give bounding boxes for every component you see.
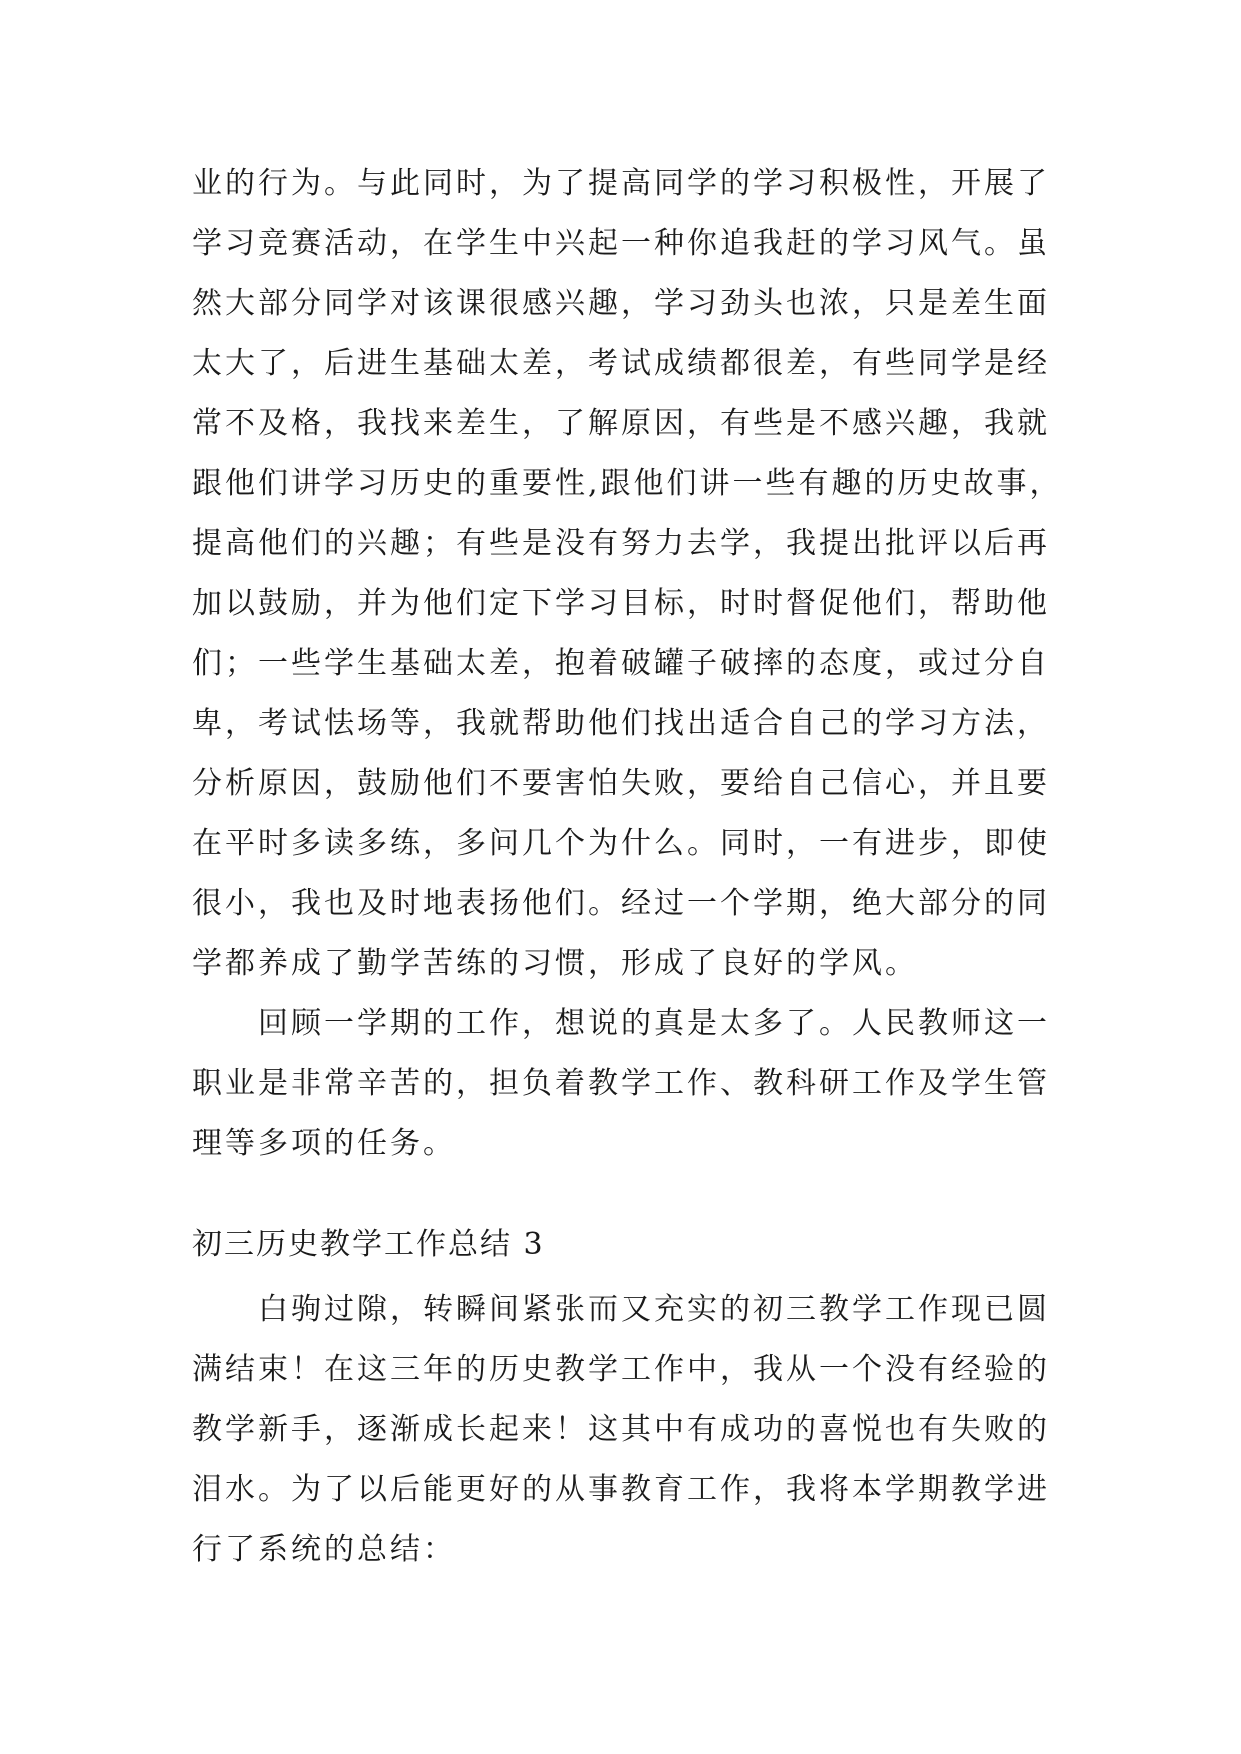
text-line: 分析原因，鼓励他们不要害怕失败，要给自己信心，并且要: [192, 766, 1050, 801]
body-text-block-2: [192, 1280, 1052, 1580]
text-line: 跟他们讲学习历史的重要性,跟他们讲一些有趣的历史故事，: [192, 466, 1063, 501]
text-line: 行了系统的总结：: [192, 1532, 456, 1567]
text-line: 理等多项的任务。: [192, 1126, 456, 1161]
text-line: 学习竞赛活动，在学生中兴起一种你追我赶的学习风气。虽: [192, 226, 1050, 261]
text-line: 白驹过隙，转瞬间紧张而又充实的初三教学工作现已圆: [192, 1292, 1050, 1327]
body-text-block-1: [192, 154, 1063, 1174]
text-line: 们；一些学生基础太差，抱着破罐子破摔的态度，或过分自: [192, 646, 1050, 681]
text-line: 然大部分同学对该课很感兴趣，学习劲头也浓，只是差生面: [192, 286, 1050, 321]
text-line: 职业是非常辛苦的，担负着教学工作、教科研工作及学生管: [192, 1066, 1050, 1101]
text-line: 在平时多读多练，多问几个为什么。同时，一有进步，即使: [192, 826, 1050, 861]
text-line: 太大了，后进生基础太差，考试成绩都很差，有些同学是经: [192, 346, 1050, 381]
text-line: 学都养成了勤学苦练的习惯，形成了良好的学风。: [192, 946, 918, 981]
text-line: 很小，我也及时地表扬他们。经过一个学期，绝大部分的同: [192, 886, 1050, 921]
section-heading: 初三历史教学工作总结 3: [192, 1227, 545, 1262]
text-line: 泪水。为了以后能更好的从事教育工作，我将本学期教学进: [192, 1472, 1050, 1507]
text-line: 满结束！在这三年的历史教学工作中，我从一个没有经验的: [192, 1352, 1050, 1387]
text-line: 教学新手，逐渐成长起来！这其中有成功的喜悦也有失败的: [192, 1412, 1050, 1447]
text-line: 卑，考试怯场等，我就帮助他们找出适合自己的学习方法，: [192, 706, 1050, 741]
text-line: 提高他们的兴趣；有些是没有努力去学，我提出批评以后再: [192, 526, 1050, 561]
text-line: 业的行为。与此同时，为了提高同学的学习积极性，开展了: [192, 166, 1050, 201]
text-line: 加以鼓励，并为他们定下学习目标，时时督促他们，帮助他: [192, 586, 1050, 621]
text-line: 常不及格，我找来差生，了解原因，有些是不感兴趣，我就: [192, 406, 1050, 441]
text-line: 回顾一学期的工作，想说的真是太多了。人民教师这一: [192, 1006, 1050, 1041]
